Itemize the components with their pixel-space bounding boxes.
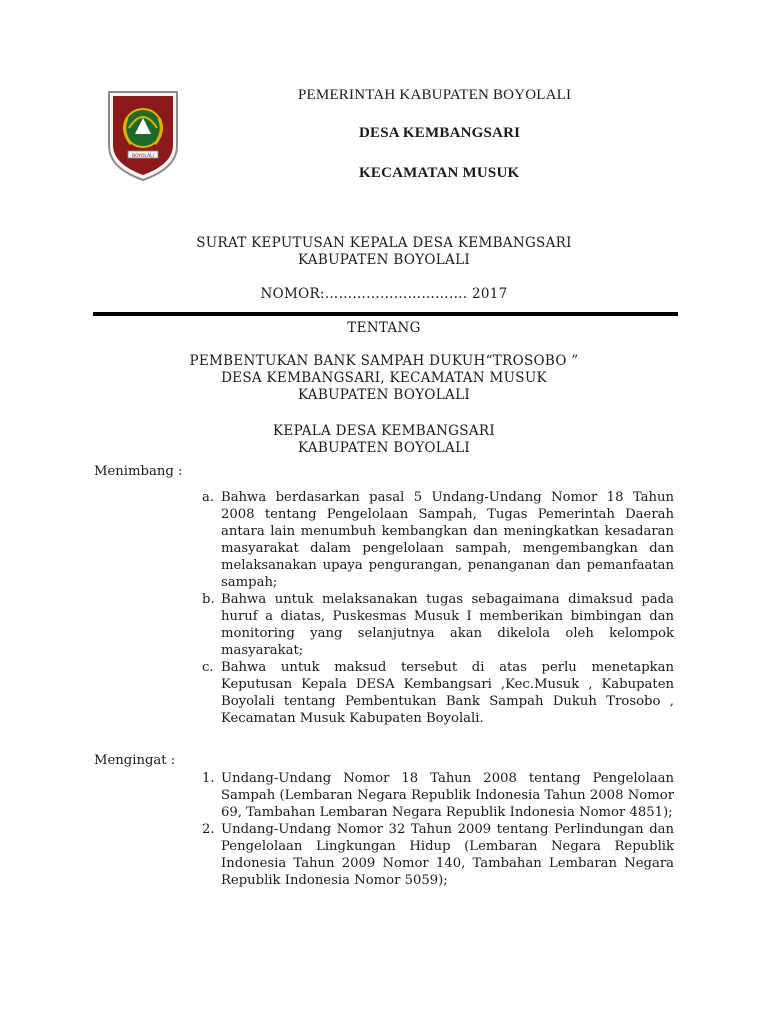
letterhead-line-1: PEMERINTAH KABUPATEN BOYOLALI bbox=[298, 87, 572, 103]
item-text: Bahwa untuk melaksanakan tugas sebagaimana dimaksud pada huruf a diatas, Puskesmas Musuk I memberikan bimbingan dan monitoring yang selanjutnya akan dikelola oleh kelompok masyarakat; bbox=[221, 592, 674, 658]
mengingat-label: Mengingat : bbox=[94, 753, 176, 768]
item-marker: 1. bbox=[202, 771, 215, 786]
menimbang-label: Menimbang : bbox=[94, 464, 183, 479]
item-marker: a. bbox=[202, 490, 215, 505]
decree-title-line-2: KABUPATEN BOYOLALI bbox=[297, 252, 471, 268]
item-text: Undang-Undang Nomor 18 Tahun 2008 tentang Pengelolaan Sampah (Lembaran Negara Republik Indonesia Tahun 2008 Nomor 69, Tambahan Lembaran Negara Republik Indonesia Nomor 4851); bbox=[221, 771, 674, 820]
subject-line-3: KABUPATEN BOYOLALI bbox=[297, 387, 471, 403]
item-marker: b. bbox=[202, 592, 215, 607]
item-text: Bahwa berdasarkan pasal 5 Undang-Undang Nomor 18 Tahun 2008 tentang Pengelolaan Sampah, Tugas Pemerintah Daerah antara lain menumbuh kembangkan dan meningkatkan kesadaran masyarakat dalam pengelolaan sampah, mengembangkan dan melaksanakan upaya pengurangan, penanganan dan pemanfaatan sampah; bbox=[221, 490, 674, 590]
decree-title-line-1: SURAT KEPUTUSAN KEPALA DESA KEMBANGSARI bbox=[196, 235, 572, 251]
decree-subject bbox=[0, 353, 768, 404]
authority-line-1: KEPALA DESA KEMBANGSARI bbox=[273, 423, 495, 439]
tentang-heading: TENTANG bbox=[347, 320, 421, 336]
item-text: Undang-Undang Nomor 32 Tahun 2009 tentang Perlindungan dan Pengelolaan Lingkungan Hidup (Lembaran Negara Republik Indonesia Tahun 2009 Nomor 140, Tambahan Lembaran Negara Republik Indonesia Nomor 5059); bbox=[221, 822, 674, 888]
svg-text:BOYOLALI: BOYOLALI bbox=[132, 154, 154, 159]
letterhead-line-2: DESA KEMBANGSARI bbox=[359, 125, 521, 141]
authority-line-2: KABUPATEN BOYOLALI bbox=[297, 440, 471, 456]
item-text: Bahwa untuk maksud tersebut di atas perlu menetapkan Keputusan Kepala DESA Kembangsari ,Kec.Musuk , Kabupaten Boyolali tentang Pembentukan Bank Sampah Dukuh Trosobo , Kecamatan Musuk Kabupaten Boyolali. bbox=[221, 660, 674, 726]
menimbang-item bbox=[202, 659, 674, 727]
menimbang-list bbox=[202, 489, 674, 727]
decree-number: NOMOR:…………………………. 2017 bbox=[260, 286, 508, 302]
subject-line-1: PEMBENTUKAN BANK SAMPAH DUKUH“TROSOBO ” bbox=[189, 353, 579, 369]
subject-line-2: DESA KEMBANGSARI, KECAMATAN MUSUK bbox=[221, 370, 547, 386]
menimbang-item bbox=[202, 489, 674, 591]
letterhead-line-3: KECAMATAN MUSUK bbox=[359, 165, 520, 181]
item-marker: c. bbox=[202, 660, 214, 675]
menimbang-item bbox=[202, 591, 674, 659]
mengingat-item bbox=[202, 821, 674, 889]
separator-rule bbox=[93, 312, 678, 316]
mengingat-item bbox=[202, 770, 674, 821]
issuing-authority bbox=[0, 423, 768, 457]
item-marker: 2. bbox=[202, 822, 215, 837]
decree-title bbox=[0, 235, 768, 269]
boyolali-regency-emblem bbox=[105, 88, 181, 182]
mengingat-list bbox=[202, 770, 674, 889]
